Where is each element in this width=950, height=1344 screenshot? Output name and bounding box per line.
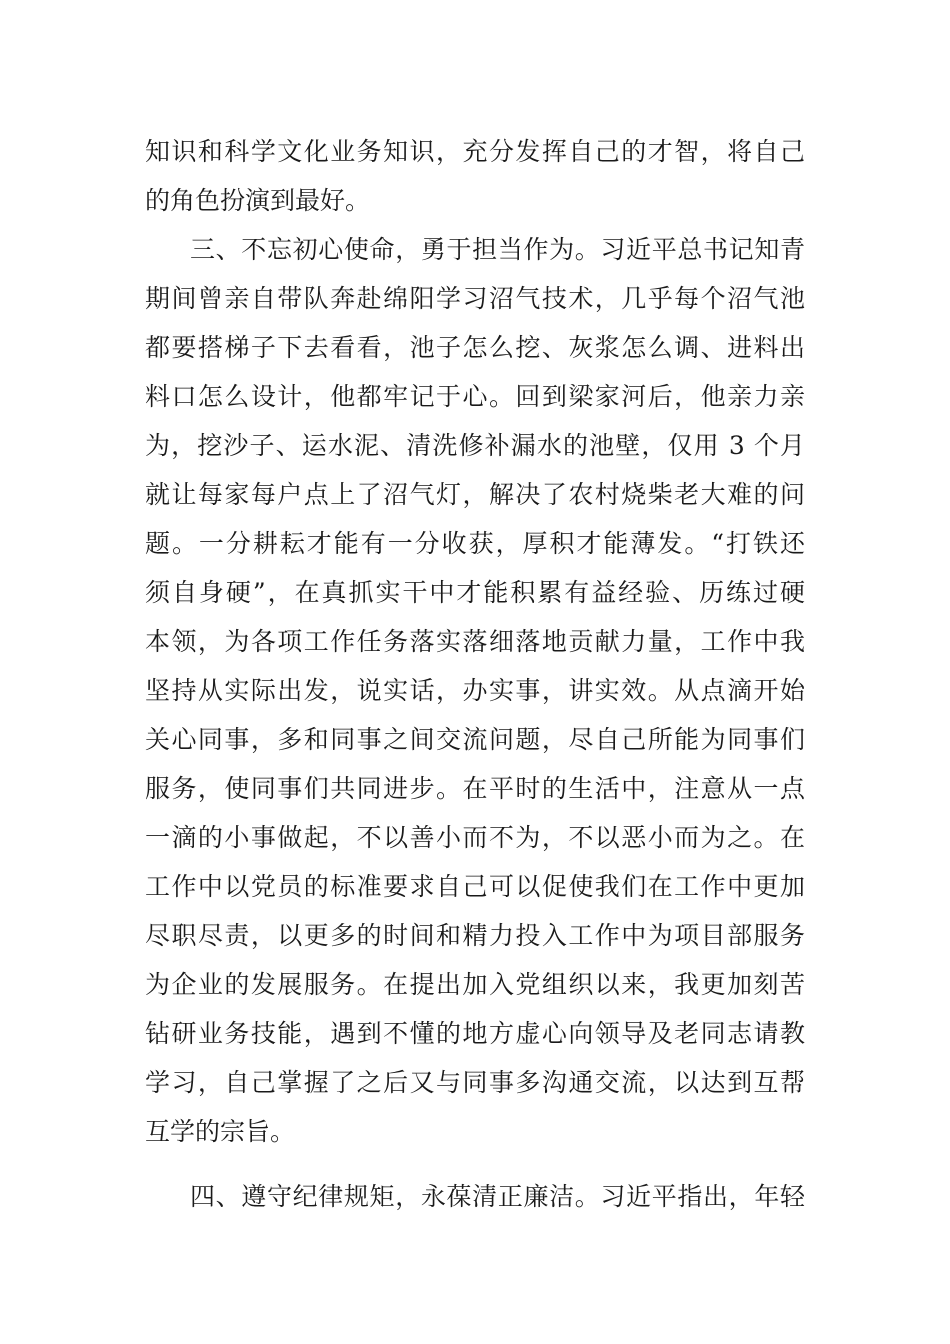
text-line: 须自身硬”，在真抓实干中才能积累有益经验、历练过硬 xyxy=(145,578,805,607)
text-line: 为企业的发展服务。在提出加入党组织以来，我更加刻苦 xyxy=(145,970,805,999)
text-line: 三、不忘初心使命，勇于担当作为。习近平总书记知青 xyxy=(190,235,805,264)
text-line: 都要搭梯子下去看看，池子怎么挖、灰浆怎么调、进料出 xyxy=(145,333,805,362)
text-line: 四、遵守纪律规矩，永葆清正廉洁。习近平指出，年轻 xyxy=(190,1182,805,1211)
text-line: 为，挖沙子、运水泥、清洗修补漏水的池壁，仅用 3 个月 xyxy=(145,431,805,460)
text-line: 服务，使同事们共同进步。在平时的生活中，注意从一点 xyxy=(145,774,805,803)
text-line: 的角色扮演到最好。 xyxy=(145,186,371,215)
text-line: 就让每家每户点上了沼气灯，解决了农村烧柴老大难的问 xyxy=(145,480,805,509)
text-line: 工作中以党员的标准要求自己可以促使我们在工作中更加 xyxy=(145,872,805,901)
text-line: 本领，为各项工作任务落实落细落地贡献力量，工作中我 xyxy=(145,627,805,656)
text-line: 学习，自己掌握了之后又与同事多沟通交流，以达到互帮 xyxy=(145,1068,805,1097)
text-line: 坚持从实际出发，说实话，办实事，讲实效。从点滴开始 xyxy=(145,676,805,705)
text-line: 题。一分耕耘才能有一分收获，厚积才能薄发。“打铁还 xyxy=(145,529,805,558)
text-line: 互学的宗旨。 xyxy=(145,1117,296,1146)
text-line: 料口怎么设计，他都牢记于心。回到梁家河后，他亲力亲 xyxy=(145,382,805,411)
text-line: 一滴的小事做起，不以善小而不为，不以恶小而为之。在 xyxy=(145,823,805,852)
text-line: 期间曾亲自带队奔赴绵阳学习沼气技术，几乎每个沼气池 xyxy=(145,284,805,313)
text-line: 尽职尽责，以更多的时间和精力投入工作中为项目部服务 xyxy=(145,921,805,950)
text-line: 关心同事，多和同事之间交流问题，尽自己所能为同事们 xyxy=(145,725,805,754)
text-line: 知识和科学文化业务知识，充分发挥自己的才智，将自己 xyxy=(145,137,805,166)
text-line: 钻研业务技能，遇到不懂的地方虚心向领导及老同志请教 xyxy=(145,1019,805,1048)
